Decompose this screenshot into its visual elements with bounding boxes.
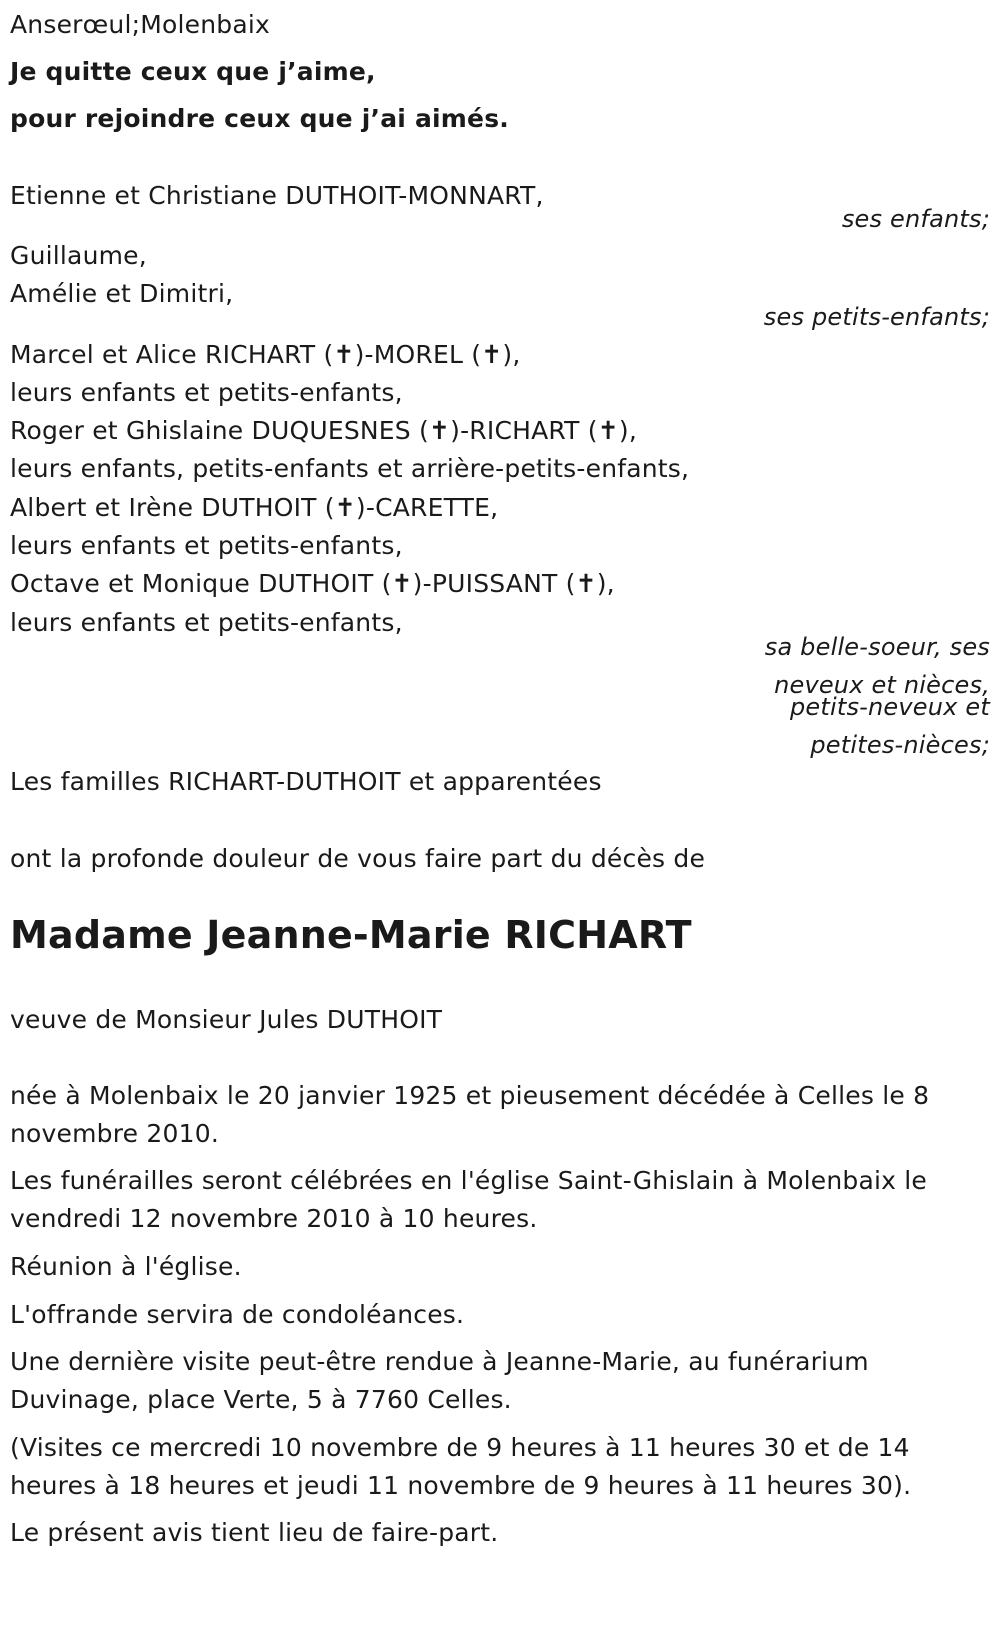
- relatives-role-line: petites-nièces;: [810, 731, 990, 759]
- birth-death-line-2: novembre 2010.: [10, 1119, 219, 1148]
- relative-line: Octave et Monique DUTHOIT (✝)-PUISSANT (✝),: [10, 569, 615, 598]
- widow-text: veuve de Monsieur Jules DUTHOIT: [10, 1005, 443, 1034]
- relative-line: leurs enfants et petits-enfants,: [10, 608, 403, 637]
- relative-line: leurs enfants et petits-enfants,: [10, 531, 403, 560]
- children-role: ses enfants;: [841, 205, 990, 233]
- meeting-text: Réunion à l'église.: [10, 1252, 242, 1281]
- offering-text: L'offrande servira de condoléances.: [10, 1300, 465, 1329]
- relative-line: Roger et Ghislaine DUQUESNES (✝)-RICHART (✝),: [10, 416, 637, 445]
- deceased-name: Madame Jeanne-Marie RICHART: [10, 913, 692, 957]
- relative-line: leurs enfants, petits-enfants et arrière-petits-enfants,: [10, 454, 690, 483]
- visit-line-1: Une dernière visite peut-être rendue à Jeanne-Marie, au funérarium: [10, 1347, 869, 1376]
- grandchild-name-1: Guillaume,: [10, 241, 147, 270]
- relatives-role-line: petits-neveux et: [789, 693, 990, 721]
- quote-line-2: pour rejoindre ceux que j’ai aimés.: [10, 104, 509, 133]
- children-names: Etienne et Christiane DUTHOIT-MONNART,: [10, 181, 544, 210]
- funeral-line-2: vendredi 12 novembre 2010 à 10 heures.: [10, 1204, 538, 1233]
- announcement-intro: ont la profonde douleur de vous faire part du décès de: [10, 844, 706, 873]
- families-text: Les familles RICHART-DUTHOIT et apparentées: [10, 767, 602, 796]
- quote-line-1: Je quitte ceux que j’aime,: [10, 57, 376, 86]
- relatives-role-line: sa belle-soeur, ses: [764, 633, 990, 661]
- birth-death-line-1: née à Molenbaix le 20 janvier 1925 et pieusement décédée à Celles le 8: [10, 1081, 930, 1110]
- grandchild-name-2: Amélie et Dimitri,: [10, 279, 234, 308]
- funeral-line-1: Les funérailles seront célébrées en l'église Saint-Ghislain à Molenbaix le: [10, 1166, 928, 1195]
- visit-line-2: Duvinage, place Verte, 5 à 7760 Celles.: [10, 1385, 512, 1414]
- relative-line: Albert et Irène DUTHOIT (✝)-CARETTE,: [10, 493, 499, 522]
- visit-hours-line-1: (Visites ce mercredi 10 novembre de 9 heures à 11 heures 30 et de 14: [10, 1433, 910, 1462]
- relatives-role-line: neveux et nièces,: [774, 671, 990, 699]
- relative-line: Marcel et Alice RICHART (✝)-MOREL (✝),: [10, 340, 521, 369]
- location-text: Anserœul;Molenbaix: [10, 10, 270, 39]
- relative-line: leurs enfants et petits-enfants,: [10, 378, 403, 407]
- notice-text: Le présent avis tient lieu de faire-part.: [10, 1518, 499, 1547]
- grandchildren-role: ses petits-enfants;: [763, 303, 990, 331]
- visit-hours-line-2: heures à 18 heures et jeudi 11 novembre de 9 heures à 11 heures 30).: [10, 1471, 912, 1500]
